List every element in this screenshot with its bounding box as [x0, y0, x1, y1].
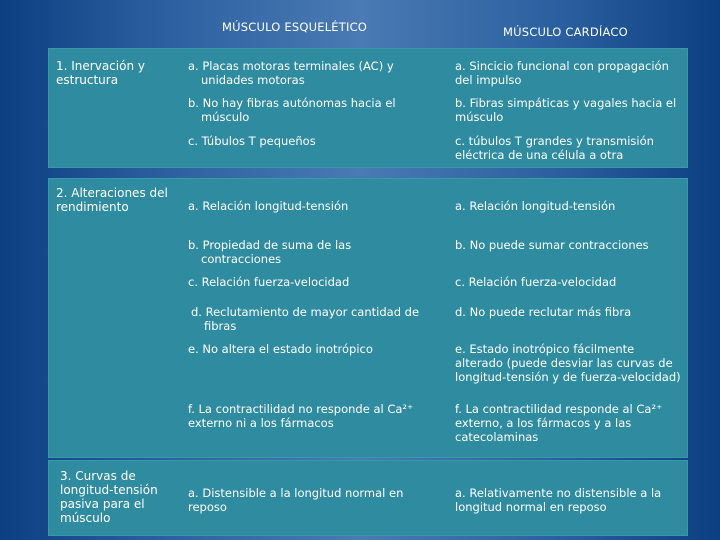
- section-3-label: 3. Curvas de longitud-tensión pasiva para el músculo: [60, 469, 158, 525]
- s1-esq-a: a. Placas motoras terminales (AC) y unidades motoras: [188, 59, 394, 87]
- s1-esq-c: c. Túbulos T pequeños: [188, 134, 316, 148]
- s1-car-a: a. Sincicio funcional con propagación del impulso: [455, 59, 669, 87]
- s2-esq-c: c. Relación fuerza-velocidad: [188, 275, 350, 289]
- s2-esq-f: f. La contractilidad no responde al Ca²⁺ externo ni a los fármacos: [188, 402, 414, 430]
- s2-esq-b: b. Propiedad de suma de las contracciones: [188, 238, 352, 266]
- s1-car-c: c. túbulos T grandes y transmisión eléctrica de una célula a otra: [455, 134, 654, 162]
- s2-car-e: e. Estado inotrópico fácilmente alterado (puede desviar las curvas de longitud-tensión y de fuerza-velocidad): [455, 342, 681, 384]
- header-cardiac: MÚSCULO CARDÍACO: [503, 25, 628, 39]
- s2-esq-d: d. Reclutamiento de mayor cantidad de fibras: [191, 305, 420, 333]
- s2-esq-a: a. Relación longitud-tensión: [188, 199, 349, 213]
- s1-car-b: b. Fibras simpáticas y vagales hacia el músculo: [455, 96, 677, 124]
- s2-car-d: d. No puede reclutar más fibra: [455, 305, 632, 319]
- section-1-label: 1. Inervación y estructura: [56, 59, 145, 87]
- s1-esq-b: b. No hay fibras autónomas hacia el músculo: [188, 96, 396, 124]
- header-skeletal: MÚSCULO ESQUELÉTICO: [222, 20, 368, 34]
- s2-car-b: b. No puede sumar contracciones: [455, 238, 649, 252]
- s2-car-f: f. La contractilidad responde al Ca²⁺ externo, a los fármacos y a las catecolaminas: [455, 402, 663, 444]
- s3-esq-a: a. Distensible a la longitud normal en reposo: [188, 486, 404, 514]
- s2-car-c: c. Relación fuerza-velocidad: [455, 275, 617, 289]
- s3-car-a: a. Relativamente no distensible a la longitud normal en reposo: [455, 486, 662, 514]
- s2-esq-e: e. No altera el estado inotrópico: [188, 342, 373, 356]
- section-2-label: 2. Alteraciones del rendimiento: [56, 186, 168, 214]
- s2-car-a: a. Relación longitud-tensión: [455, 199, 616, 213]
